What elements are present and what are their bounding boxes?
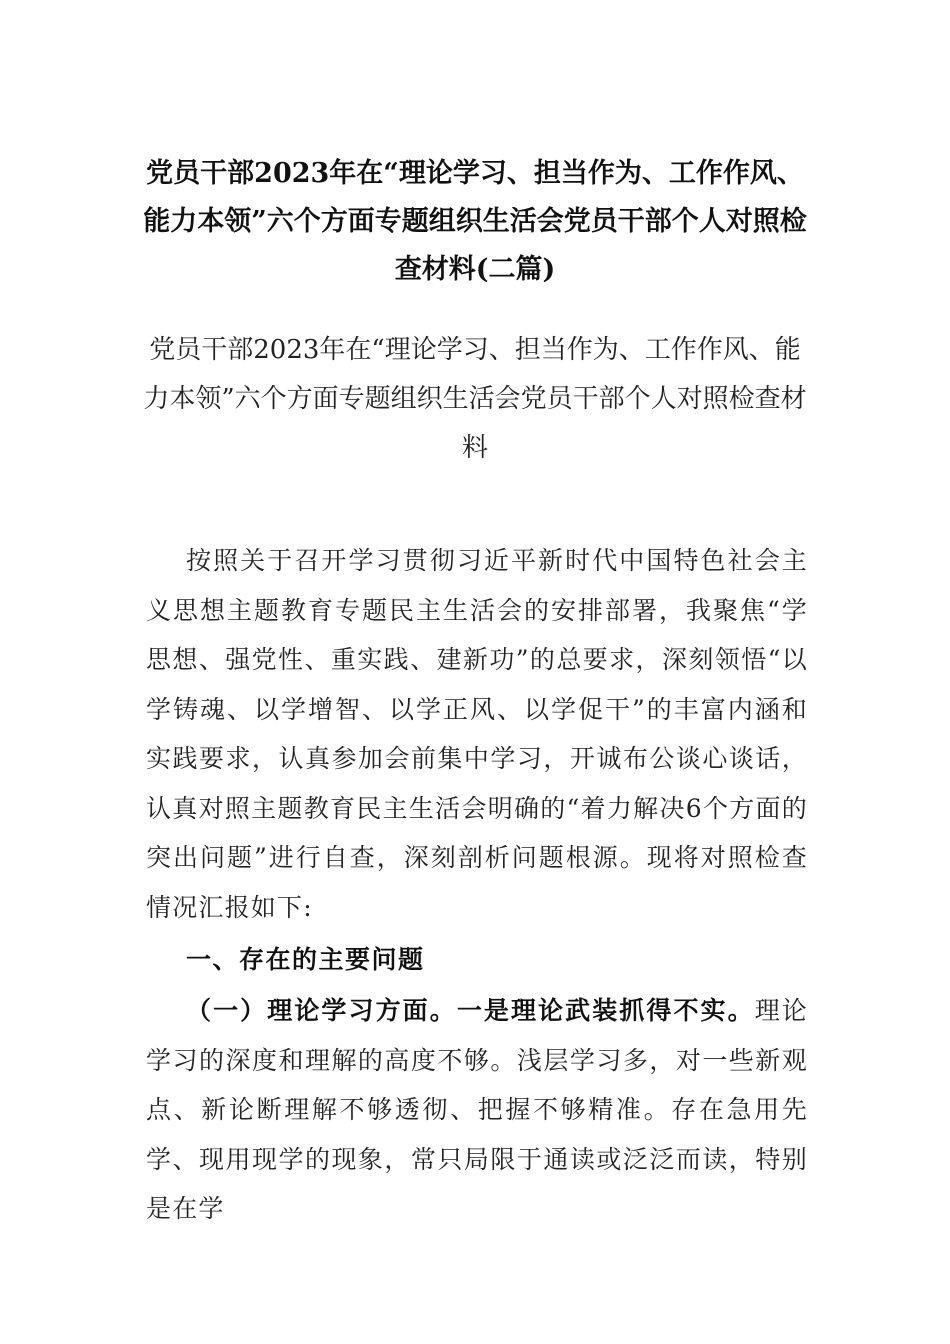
intro-paragraph: 按照关于召开学习贯彻习近平新时代中国特色社会主义思想主题教育专题民主生活会的安排部署，我聚焦“学思想、强党性、重实践、建新功”的总要求，深刻领悟“以学铸魂、以学增智、以学正风、以学促干”的丰富内涵和实践要求，认真参加会前集中学习，开诚布公谈心谈话，认真对照主题教育民主生活会明确的“着力解决6个方面的突出问题”进行自查，深刻剖析问题根源。现将对照检查情况汇报如下: (146, 546, 808, 922)
subsection-label: （一）理论学习方面。一是理论武装抓得不实。 (186, 996, 755, 1025)
section-heading: 一、存在的主要问题 (186, 945, 425, 974)
document-subtitle: 党员干部2023年在“理论学习、担当作为、工作作风、能力本领”六个方面专题组织生活会党员干部个人对照检查材料 (143, 335, 807, 463)
subsection-paragraph (146, 986, 808, 1234)
subsection-text: 理论学习的深度和理解的高度不够。浅层学习多，对一些新观点、新论断理解不够透彻、把握不够精准。存在急用先学、现用现学的现象，常只局限于通读或泛泛而读，特别是在学 (146, 996, 809, 1223)
document-title: 党员干部2023年在“理论学习、担当作为、工作作风、能力本领”六个方面专题组织生活会党员干部个人对照检查材料(二篇) (143, 158, 807, 285)
